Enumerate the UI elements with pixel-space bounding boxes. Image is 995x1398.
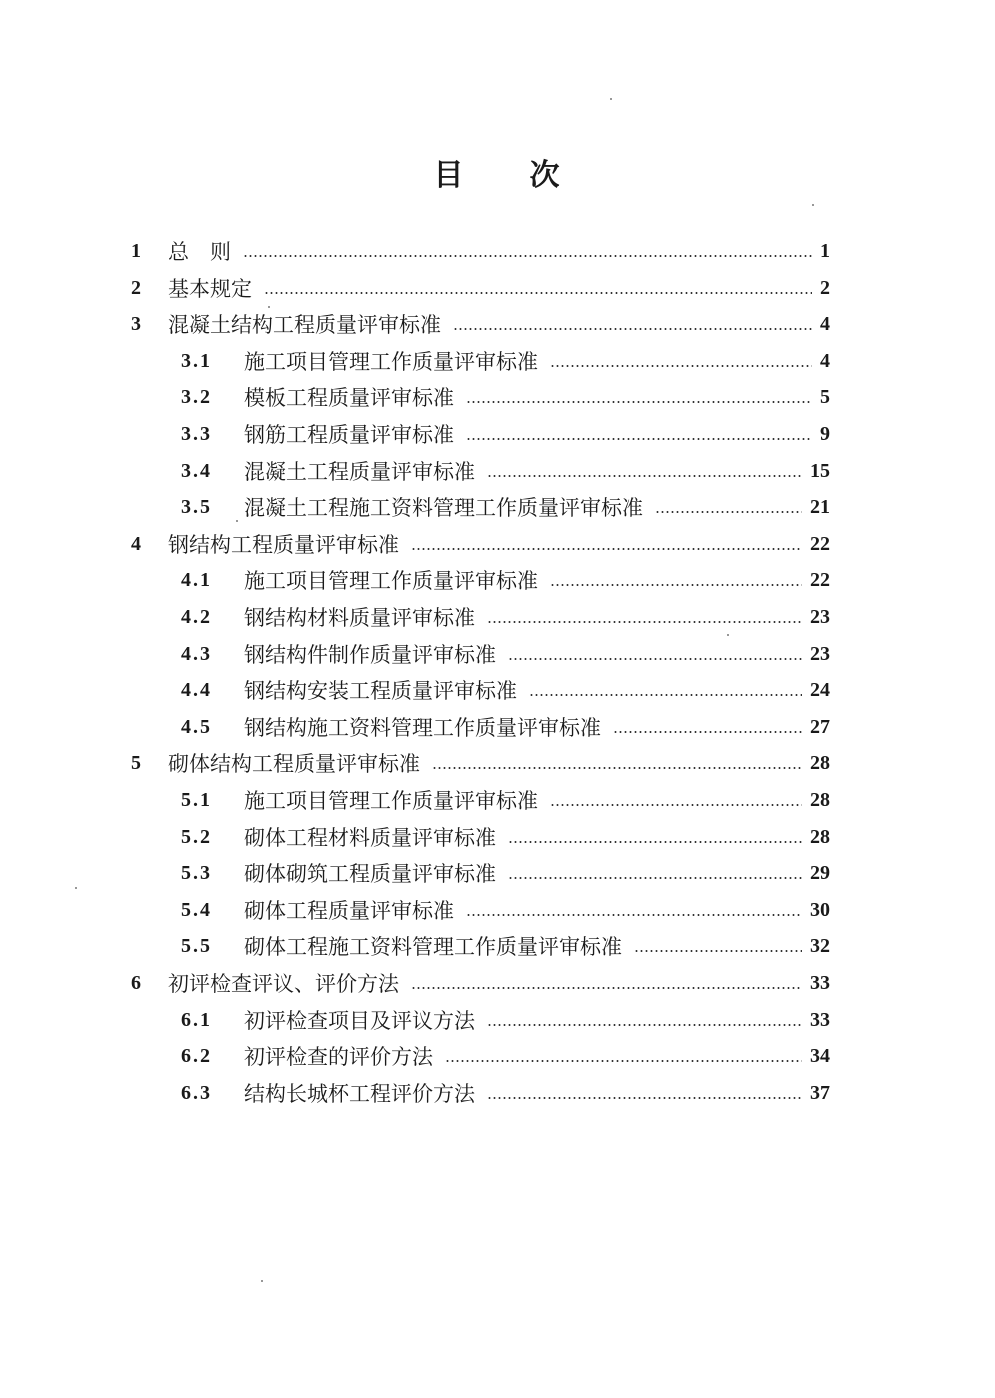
- dot-leader: [487, 1024, 802, 1026]
- toc-entry-label: 砌体砌筑工程质量评审标准: [244, 862, 496, 886]
- dot-leader: [466, 438, 812, 440]
- toc-entry-number: 6.1: [181, 1008, 212, 1031]
- scan-speck: [75, 887, 77, 889]
- toc-entry-page-number: 32: [810, 934, 830, 957]
- toc-entry-label: 钢结构安装工程质量评审标准: [244, 679, 517, 703]
- dot-leader: [634, 950, 802, 952]
- toc-entry-label: 结构长城杯工程评价方法: [244, 1082, 475, 1106]
- scan-speck: [268, 306, 270, 308]
- toc-entry-label: 砌体工程施工资料管理工作质量评审标准: [244, 935, 622, 959]
- scan-speck: [727, 634, 729, 636]
- toc-entry-label: 初评检查评议、评价方法: [168, 972, 399, 996]
- toc-entry-number: 3.3: [181, 422, 212, 445]
- toc-entry[interactable]: [0, 416, 995, 452]
- toc-entry-number: 4.4: [181, 678, 212, 701]
- dot-leader: [655, 511, 802, 513]
- toc-entry[interactable]: [0, 379, 995, 415]
- toc-entry[interactable]: [0, 306, 995, 342]
- toc-entry-label: 施工项目管理工作质量评审标准: [244, 569, 538, 593]
- toc-entry-page-number: 29: [810, 861, 830, 884]
- scan-speck: [610, 98, 612, 100]
- toc-entry-page-number: 4: [820, 312, 830, 335]
- toc-entry-number: 4.1: [181, 568, 212, 591]
- toc-entry-label: 基本规定: [168, 277, 252, 301]
- toc-entry[interactable]: [0, 1038, 995, 1074]
- page-title: [0, 150, 995, 194]
- toc-entry-page-number: 33: [810, 1008, 830, 1031]
- toc-entry[interactable]: [0, 599, 995, 635]
- toc-entry[interactable]: [0, 709, 995, 745]
- toc-entry[interactable]: [0, 928, 995, 964]
- toc-entry-number: 6.2: [181, 1044, 212, 1067]
- dot-leader: [529, 694, 802, 696]
- scan-speck: [812, 204, 814, 206]
- toc-entry-page-number: 28: [810, 825, 830, 848]
- toc-entry-label: 砌体工程质量评审标准: [244, 899, 454, 923]
- toc-entry-page-number: 15: [810, 459, 830, 482]
- dot-leader: [550, 584, 802, 586]
- toc-entry-page-number: 9: [820, 422, 830, 445]
- toc-entry-page-number: 37: [810, 1081, 830, 1104]
- toc-entry-number: 5: [131, 751, 141, 774]
- dot-leader: [243, 255, 812, 257]
- toc-entry-number: 4.3: [181, 642, 212, 665]
- dot-leader: [550, 804, 802, 806]
- dot-leader: [445, 1060, 802, 1062]
- toc-entry-page-number: 28: [810, 788, 830, 811]
- dot-leader: [411, 548, 802, 550]
- toc-entry-number: 6.3: [181, 1081, 212, 1104]
- toc-entry[interactable]: [0, 526, 995, 562]
- dot-leader: [432, 767, 802, 769]
- dot-leader: [487, 1097, 802, 1099]
- dot-leader: [411, 987, 802, 989]
- toc-entry[interactable]: [0, 562, 995, 598]
- toc-entry-number: 2: [131, 276, 141, 299]
- toc-entry-number: 5.2: [181, 825, 212, 848]
- toc-entry-number: 6: [131, 971, 141, 994]
- toc-entry-label: 混凝土工程施工资料管理工作质量评审标准: [244, 496, 643, 520]
- toc-entry-number: 5.5: [181, 934, 212, 957]
- title-char-1: 目: [433, 158, 466, 193]
- toc-entry-label: 总 则: [168, 240, 231, 264]
- dot-leader: [453, 328, 812, 330]
- toc-entry-page-number: 5: [820, 385, 830, 408]
- toc-entry-page-number: 1: [820, 239, 830, 262]
- toc-entry-number: 3.4: [181, 459, 212, 482]
- toc-entry-page-number: 27: [810, 715, 830, 738]
- toc-entry[interactable]: [0, 745, 995, 781]
- toc-entry-number: 3.5: [181, 495, 212, 518]
- toc-entry-label: 砌体工程材料质量评审标准: [244, 826, 496, 850]
- toc-entry-label: 钢结构材料质量评审标准: [244, 606, 475, 630]
- toc-entry-number: 4: [131, 532, 141, 555]
- toc-entry-number: 3.1: [181, 349, 212, 372]
- toc-entry[interactable]: [0, 1002, 995, 1038]
- toc-entry-label: 混凝土工程质量评审标准: [244, 460, 475, 484]
- toc-entry[interactable]: [0, 489, 995, 525]
- dot-leader: [264, 292, 812, 294]
- toc-entry-page-number: 30: [810, 898, 830, 921]
- toc-entry[interactable]: [0, 965, 995, 1001]
- scan-speck: [261, 1280, 263, 1282]
- dot-leader: [466, 914, 802, 916]
- toc-entry[interactable]: [0, 233, 995, 269]
- dot-leader: [466, 401, 812, 403]
- toc-entry-number: 5.4: [181, 898, 212, 921]
- toc-entry-label: 模板工程质量评审标准: [244, 386, 454, 410]
- toc-entry[interactable]: [0, 892, 995, 928]
- toc-entry-label: 施工项目管理工作质量评审标准: [244, 350, 538, 374]
- toc-entry-label: 钢结构施工资料管理工作质量评审标准: [244, 716, 601, 740]
- toc-entry-number: 3: [131, 312, 141, 335]
- scan-speck: [236, 520, 238, 522]
- toc-entry[interactable]: [0, 453, 995, 489]
- toc-entry-number: 1: [131, 239, 141, 262]
- toc-entry-label: 施工项目管理工作质量评审标准: [244, 789, 538, 813]
- toc-entry-label: 混凝土结构工程质量评审标准: [168, 313, 441, 337]
- dot-leader: [508, 877, 802, 879]
- toc-entry-number: 5.1: [181, 788, 212, 811]
- toc-entry[interactable]: [0, 855, 995, 891]
- toc-entry-page-number: 22: [810, 568, 830, 591]
- toc-entry-page-number: 23: [810, 642, 830, 665]
- dot-leader: [550, 365, 812, 367]
- toc-entry-number: 4.2: [181, 605, 212, 628]
- dot-leader: [487, 621, 802, 623]
- toc-entry-number: 4.5: [181, 715, 212, 738]
- toc-entry[interactable]: [0, 672, 995, 708]
- toc-entry-page-number: 28: [810, 751, 830, 774]
- toc-entry-label: 初评检查项目及评议方法: [244, 1009, 475, 1033]
- toc-entry-label: 钢结构工程质量评审标准: [168, 533, 399, 557]
- dot-leader: [487, 475, 802, 477]
- toc-entry-page-number: 22: [810, 532, 830, 555]
- toc-entry-number: 5.3: [181, 861, 212, 884]
- toc-entry-page-number: 21: [810, 495, 830, 518]
- toc-entry-page-number: 4: [820, 349, 830, 372]
- toc-entry-page-number: 24: [810, 678, 830, 701]
- toc-entry-page-number: 34: [810, 1044, 830, 1067]
- toc-entry-label: 钢筋工程质量评审标准: [244, 423, 454, 447]
- toc-entry-page-number: 2: [820, 276, 830, 299]
- toc-entry[interactable]: [0, 819, 995, 855]
- toc-entry-label: 初评检查的评价方法: [244, 1045, 433, 1069]
- toc-entry[interactable]: [0, 270, 995, 306]
- dot-leader: [613, 731, 802, 733]
- dot-leader: [508, 658, 802, 660]
- toc-entry-page-number: 23: [810, 605, 830, 628]
- toc-entry[interactable]: [0, 1075, 995, 1111]
- toc-entry-label: 砌体结构工程质量评审标准: [168, 752, 420, 776]
- toc-entry[interactable]: [0, 782, 995, 818]
- toc-entry[interactable]: [0, 343, 995, 379]
- toc-entry-page-number: 33: [810, 971, 830, 994]
- dot-leader: [508, 841, 802, 843]
- toc-entry-number: 3.2: [181, 385, 212, 408]
- title-char-2: 次: [529, 158, 562, 193]
- toc-entry-label: 钢结构件制作质量评审标准: [244, 643, 496, 667]
- toc-entry[interactable]: [0, 636, 995, 672]
